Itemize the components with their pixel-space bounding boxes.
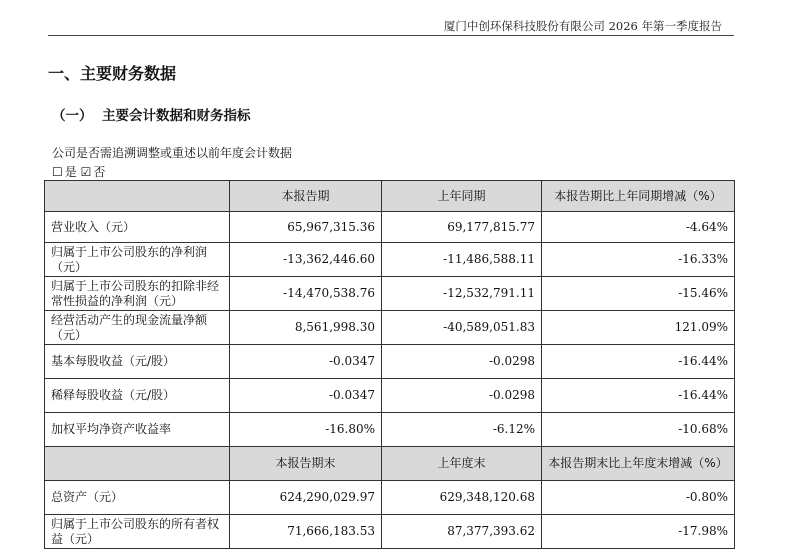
subsection-title: 主要会计数据和财务指标 xyxy=(102,108,251,124)
cell-value: -16.44% xyxy=(542,345,735,379)
row-label: 稀释每股收益（元/股） xyxy=(45,379,230,413)
restatement-choice xyxy=(52,163,105,180)
row-label: 加权平均净资产收益率 xyxy=(45,413,230,447)
row-label: 归属于上市公司股东的所有者权益（元） xyxy=(45,515,230,549)
no-label: 否 xyxy=(93,165,106,179)
header-cell: 本报告期末 xyxy=(230,447,382,481)
row-label: 营业收入（元） xyxy=(45,212,230,243)
cell-value: -4.64% xyxy=(542,212,735,243)
cell-value: -0.80% xyxy=(542,481,735,515)
table-row xyxy=(45,243,735,277)
cell-value: -0.0298 xyxy=(382,345,542,379)
table2-header-row xyxy=(45,447,735,481)
cell-value: -16.80% xyxy=(230,413,382,447)
table-row xyxy=(45,345,735,379)
cell-value: 69,177,815.77 xyxy=(382,212,542,243)
cell-value: -40,589,051.83 xyxy=(382,311,542,345)
table-row xyxy=(45,481,735,515)
subsection-heading xyxy=(52,104,251,124)
section-title: 一、主要财务数据 xyxy=(48,64,177,83)
header-cell: 上年同期 xyxy=(382,181,542,212)
table1-header-row xyxy=(45,181,735,212)
cell-value: 624,290,029.97 xyxy=(230,481,382,515)
table-row xyxy=(45,413,735,447)
cell-value: -17.98% xyxy=(542,515,735,549)
cell-value: -10.68% xyxy=(542,413,735,447)
cell-value: 121.09% xyxy=(542,311,735,345)
header-cell: 本报告期 xyxy=(230,181,382,212)
table-row xyxy=(45,277,735,311)
yes-label: 是 xyxy=(64,165,77,179)
restatement-question: 公司是否需追溯调整或重述以前年度会计数据 xyxy=(52,146,293,160)
row-label: 经营活动产生的现金流量净额（元） xyxy=(45,311,230,345)
table-row xyxy=(45,515,735,549)
cell-value: 629,348,120.68 xyxy=(382,481,542,515)
cell-value: -14,470,538.76 xyxy=(230,277,382,311)
cell-value: 65,967,315.36 xyxy=(230,212,382,243)
table-row xyxy=(45,311,735,345)
header-cell: 本报告期末比上年度末增减（%） xyxy=(542,447,735,481)
subsection-number: （一） xyxy=(52,108,93,124)
header-divider xyxy=(48,35,734,36)
no-checkbox[interactable]: ☑ xyxy=(80,165,92,179)
row-label: 基本每股收益（元/股） xyxy=(45,345,230,379)
yes-checkbox[interactable]: ☐ xyxy=(52,165,63,179)
header-cell xyxy=(45,447,230,481)
header-cell xyxy=(45,181,230,212)
report-header-title: 厦门中创环保科技股份有限公司 2026 年第一季度报告 xyxy=(443,19,722,33)
row-label: 归属于上市公司股东的扣除非经常性损益的净利润（元） xyxy=(45,277,230,311)
cell-value: -16.33% xyxy=(542,243,735,277)
cell-value: 71,666,183.53 xyxy=(230,515,382,549)
cell-value: -11,486,588.11 xyxy=(382,243,542,277)
row-label: 归属于上市公司股东的净利润（元） xyxy=(45,243,230,277)
cell-value: -12,532,791.11 xyxy=(382,277,542,311)
header-cell: 上年度末 xyxy=(382,447,542,481)
row-label: 总资产（元） xyxy=(45,481,230,515)
table-row xyxy=(45,379,735,413)
cell-value: 8,561,998.30 xyxy=(230,311,382,345)
table-row xyxy=(45,212,735,243)
cell-value: -6.12% xyxy=(382,413,542,447)
financial-data-table xyxy=(44,180,735,549)
cell-value: 87,377,393.62 xyxy=(382,515,542,549)
cell-value: -0.0347 xyxy=(230,345,382,379)
cell-value: -0.0347 xyxy=(230,379,382,413)
cell-value: -15.46% xyxy=(542,277,735,311)
cell-value: -0.0298 xyxy=(382,379,542,413)
cell-value: -16.44% xyxy=(542,379,735,413)
header-cell: 本报告期比上年同期增减（%） xyxy=(542,181,735,212)
cell-value: -13,362,446.60 xyxy=(230,243,382,277)
